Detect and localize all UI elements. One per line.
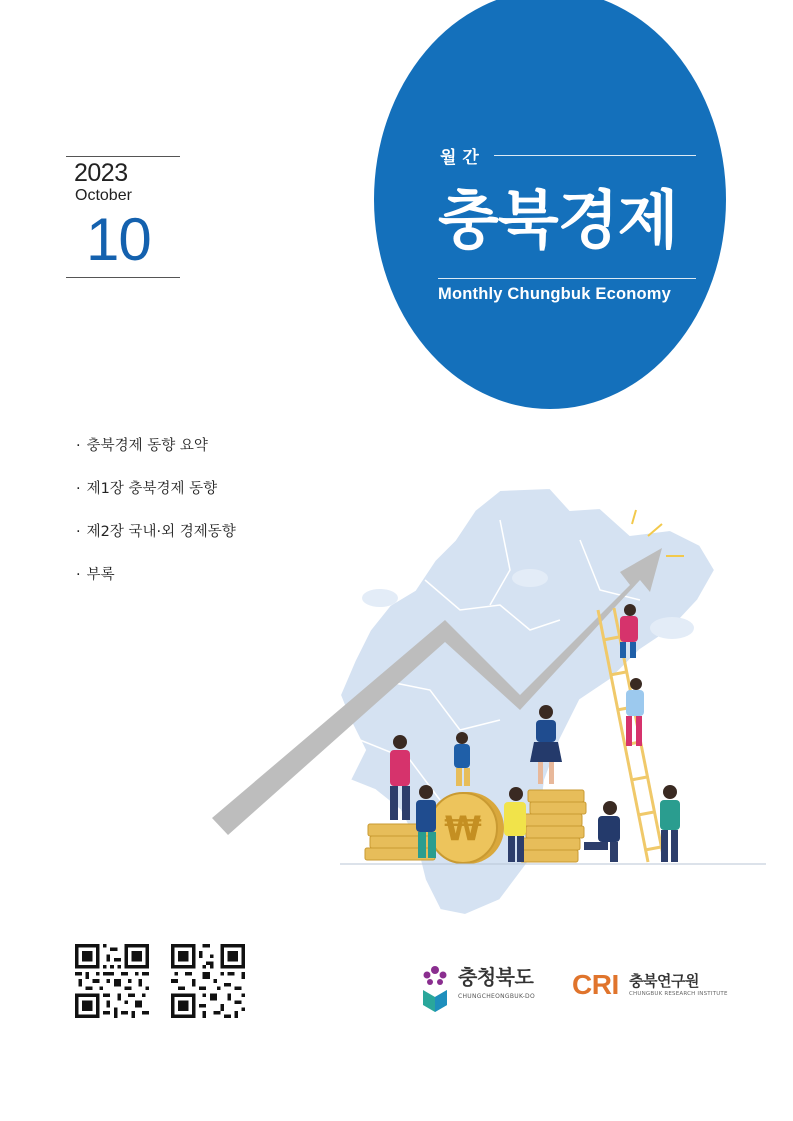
toc-item-label: 부록: [86, 567, 115, 583]
toc-item-label: 충북경제 동향 요약: [86, 438, 208, 454]
qr-code-icon[interactable]: [171, 944, 245, 1018]
top-rule: [66, 156, 180, 157]
chungbuk-logo-icon: [420, 960, 450, 1016]
person-figure: [454, 732, 470, 786]
divider: [438, 278, 696, 279]
chungbuk-name: 충청북도: [458, 965, 534, 989]
title-block: [438, 140, 696, 304]
cri-sub: CHUNGBUK RESEARCH INSTITUTE: [629, 991, 728, 997]
svg-text:₩: ₩: [444, 809, 482, 849]
cloud: [362, 589, 398, 607]
economy-growth-illustration: [200, 480, 770, 920]
issue-date: [66, 156, 180, 278]
issue-month: October: [75, 187, 132, 204]
cloud: [512, 569, 548, 587]
person-figure: [660, 785, 680, 862]
person-figure: [584, 801, 620, 862]
issue-number: 10: [86, 206, 151, 273]
english-title: Monthly Chungbuk Economy: [438, 285, 672, 303]
issue-year: 2023: [74, 159, 128, 187]
toc-item-label: 제1장 충북경제 동향: [86, 481, 218, 497]
cri-mark: CRI: [572, 969, 619, 1000]
toc-item[interactable]: · 제2장 국내·외 경제동향: [76, 524, 236, 540]
chungbuk-sub: CHUNGCHEONGBUK-DO: [458, 993, 536, 1000]
qr-code-icon[interactable]: [75, 944, 149, 1018]
publication-title: 충북경제: [438, 184, 678, 257]
chungbuk-province-logo: [420, 960, 545, 1016]
toc-item[interactable]: · 충북경제 동향 요약: [76, 438, 208, 454]
cri-name: 충북연구원: [629, 972, 699, 990]
cri-logo: [572, 968, 732, 1008]
bottom-rule: [66, 277, 180, 278]
divider: [494, 155, 696, 156]
currency-won-icon: [429, 792, 504, 864]
monthly-label: 월 간: [440, 147, 479, 168]
cloud: [650, 617, 694, 639]
toc-item[interactable]: · 제1장 충북경제 동향: [76, 481, 218, 497]
toc-item[interactable]: · 부록: [76, 567, 115, 583]
toc-item-label: 제2장 국내·외 경제동향: [86, 524, 236, 540]
